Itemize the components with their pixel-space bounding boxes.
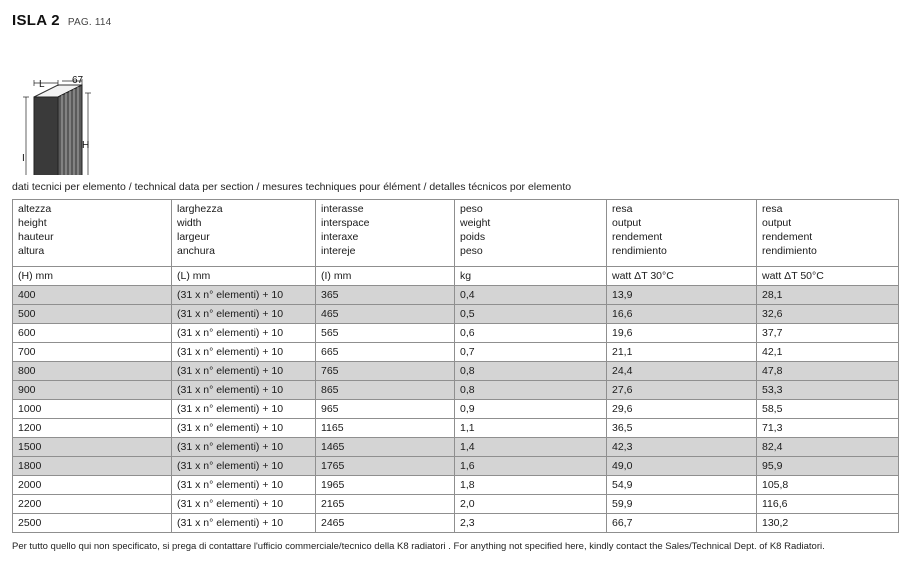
cell-output-30: 36,5 xyxy=(607,419,757,438)
cell-height: 400 xyxy=(13,286,172,305)
header-cell-width xyxy=(172,200,316,267)
cell-interspace: 865 xyxy=(316,381,455,400)
cell-output-50: 37,7 xyxy=(757,324,899,343)
table-row xyxy=(13,419,899,438)
header-es: rendimiento xyxy=(762,244,817,257)
cell-output-30: 13,9 xyxy=(607,286,757,305)
product-drawing xyxy=(12,35,898,175)
table-unit-row xyxy=(13,267,899,286)
cell-output-50: 116,6 xyxy=(757,495,899,514)
table-row xyxy=(13,438,899,457)
unit-output-30: watt ΔT 30°C xyxy=(607,267,757,286)
cell-weight: 0,6 xyxy=(455,324,607,343)
table-row xyxy=(13,400,899,419)
cell-interspace: 565 xyxy=(316,324,455,343)
radiator-illustration xyxy=(12,35,212,175)
cell-height: 2200 xyxy=(13,495,172,514)
header-it: peso xyxy=(460,203,483,215)
cell-height: 2000 xyxy=(13,476,172,495)
cell-interspace: 1965 xyxy=(316,476,455,495)
cell-weight: 0,5 xyxy=(455,305,607,324)
cell-height: 2500 xyxy=(13,514,172,533)
header-it: interasse xyxy=(321,203,364,215)
cell-width: (31 x n° elementi) + 10 xyxy=(172,324,316,343)
cell-height: 500 xyxy=(13,305,172,324)
unit-width: (L) mm xyxy=(172,267,316,286)
technical-data-table xyxy=(12,199,899,533)
cell-height: 1200 xyxy=(13,419,172,438)
cell-output-50: 105,8 xyxy=(757,476,899,495)
dimension-label-width: L xyxy=(39,79,45,90)
header-fr: largeur xyxy=(177,230,210,243)
header-cell-output-50 xyxy=(757,200,899,267)
cell-interspace: 2465 xyxy=(316,514,455,533)
cell-width: (31 x n° elementi) + 10 xyxy=(172,305,316,324)
cell-weight: 2,3 xyxy=(455,514,607,533)
cell-interspace: 965 xyxy=(316,400,455,419)
cell-weight: 2,0 xyxy=(455,495,607,514)
table-row xyxy=(13,514,899,533)
unit-weight: kg xyxy=(455,267,607,286)
header-it: larghezza xyxy=(177,203,223,215)
table-caption: dati tecnici per elemento / technical data per section / mesures techniques pour élément / detalles técnicos por elemento xyxy=(12,181,572,193)
cell-height: 1800 xyxy=(13,457,172,476)
table-row xyxy=(13,362,899,381)
cell-output-30: 19,6 xyxy=(607,324,757,343)
cell-output-50: 95,9 xyxy=(757,457,899,476)
unit-output-50: watt ΔT 50°C xyxy=(757,267,899,286)
cell-width: (31 x n° elementi) + 10 xyxy=(172,381,316,400)
cell-output-50: 82,4 xyxy=(757,438,899,457)
header-fr: rendement xyxy=(612,230,663,243)
cell-width: (31 x n° elementi) + 10 xyxy=(172,438,316,457)
header-es: intereje xyxy=(321,244,356,257)
cell-weight: 0,9 xyxy=(455,400,607,419)
header-en: height xyxy=(18,216,47,229)
header-cell-output-30 xyxy=(607,200,757,267)
cell-width: (31 x n° elementi) + 10 xyxy=(172,362,316,381)
header-cell-weight xyxy=(455,200,607,267)
cell-weight: 0,7 xyxy=(455,343,607,362)
cell-interspace: 1765 xyxy=(316,457,455,476)
cell-interspace: 465 xyxy=(316,305,455,324)
header-es: altura xyxy=(18,244,45,257)
cell-output-30: 16,6 xyxy=(607,305,757,324)
table-row xyxy=(13,286,899,305)
page-title xyxy=(12,0,898,29)
cell-interspace: 365 xyxy=(316,286,455,305)
cell-weight: 1,8 xyxy=(455,476,607,495)
cell-output-50: 71,3 xyxy=(757,419,899,438)
header-it: altezza xyxy=(18,203,52,215)
dimension-label-height: H xyxy=(82,140,90,151)
cell-output-50: 28,1 xyxy=(757,286,899,305)
unit-height: (H) mm xyxy=(13,267,172,286)
cell-output-30: 66,7 xyxy=(607,514,757,533)
cell-interspace: 1165 xyxy=(316,419,455,438)
header-en: interspace xyxy=(321,216,370,229)
cell-weight: 1,1 xyxy=(455,419,607,438)
footnote: Per tutto quello qui non specificato, si prega di contattare l'ufficio commerciale/tecnico della K8 radiatori . For anything not specified here, kindly contact the Sales/Technical Dept. of K8 Radiatori. xyxy=(12,541,825,552)
table-row xyxy=(13,305,899,324)
table-row xyxy=(13,343,899,362)
header-en: weight xyxy=(460,216,491,229)
cell-output-30: 29,6 xyxy=(607,400,757,419)
cell-height: 1000 xyxy=(13,400,172,419)
cell-output-30: 54,9 xyxy=(607,476,757,495)
cell-output-30: 42,3 xyxy=(607,438,757,457)
header-en: output xyxy=(762,216,792,229)
cell-interspace: 665 xyxy=(316,343,455,362)
header-cell-interspace xyxy=(316,200,455,267)
cell-output-50: 130,2 xyxy=(757,514,899,533)
cell-weight: 0,8 xyxy=(455,362,607,381)
cell-width: (31 x n° elementi) + 10 xyxy=(172,400,316,419)
cell-width: (31 x n° elementi) + 10 xyxy=(172,419,316,438)
header-fr: interaxe xyxy=(321,230,359,243)
header-fr: poids xyxy=(460,230,486,243)
cell-weight: 0,8 xyxy=(455,381,607,400)
cell-output-30: 49,0 xyxy=(607,457,757,476)
cell-output-30: 59,9 xyxy=(607,495,757,514)
header-es: anchura xyxy=(177,244,215,257)
table-row xyxy=(13,381,899,400)
dimension-label-interspace: I xyxy=(22,153,25,164)
product-name: ISLA 2 xyxy=(12,12,60,29)
cell-width: (31 x n° elementi) + 10 xyxy=(172,286,316,305)
cell-height: 900 xyxy=(13,381,172,400)
cell-height: 700 xyxy=(13,343,172,362)
cell-height: 1500 xyxy=(13,438,172,457)
cell-weight: 1,4 xyxy=(455,438,607,457)
table-row xyxy=(13,457,899,476)
header-it: resa xyxy=(612,203,633,215)
cell-output-50: 58,5 xyxy=(757,400,899,419)
cell-width: (31 x n° elementi) + 10 xyxy=(172,495,316,514)
header-it: resa xyxy=(762,203,783,215)
cell-output-30: 24,4 xyxy=(607,362,757,381)
cell-interspace: 2165 xyxy=(316,495,455,514)
cell-output-50: 53,3 xyxy=(757,381,899,400)
table-row xyxy=(13,324,899,343)
table-body xyxy=(13,286,899,533)
cell-interspace: 765 xyxy=(316,362,455,381)
cell-width: (31 x n° elementi) + 10 xyxy=(172,514,316,533)
page-reference: PAG. 114 xyxy=(67,17,112,28)
header-fr: hauteur xyxy=(18,230,54,243)
table-row xyxy=(13,495,899,514)
dimension-label-depth: 67 xyxy=(72,75,84,86)
header-es: peso xyxy=(460,244,483,257)
cell-interspace: 1465 xyxy=(316,438,455,457)
cell-height: 600 xyxy=(13,324,172,343)
cell-height: 800 xyxy=(13,362,172,381)
header-es: rendimiento xyxy=(612,244,667,257)
table-row xyxy=(13,476,899,495)
cell-output-50: 47,8 xyxy=(757,362,899,381)
table-header-row xyxy=(13,200,899,267)
cell-output-50: 42,1 xyxy=(757,343,899,362)
cell-width: (31 x n° elementi) + 10 xyxy=(172,457,316,476)
cell-output-50: 32,6 xyxy=(757,305,899,324)
cell-output-30: 27,6 xyxy=(607,381,757,400)
header-cell-height xyxy=(13,200,172,267)
header-en: output xyxy=(612,216,642,229)
header-en: width xyxy=(177,216,202,229)
cell-output-30: 21,1 xyxy=(607,343,757,362)
unit-interspace: (I) mm xyxy=(316,267,455,286)
cell-weight: 0,4 xyxy=(455,286,607,305)
cell-weight: 1,6 xyxy=(455,457,607,476)
cell-width: (31 x n° elementi) + 10 xyxy=(172,476,316,495)
cell-width: (31 x n° elementi) + 10 xyxy=(172,343,316,362)
header-fr: rendement xyxy=(762,230,813,243)
